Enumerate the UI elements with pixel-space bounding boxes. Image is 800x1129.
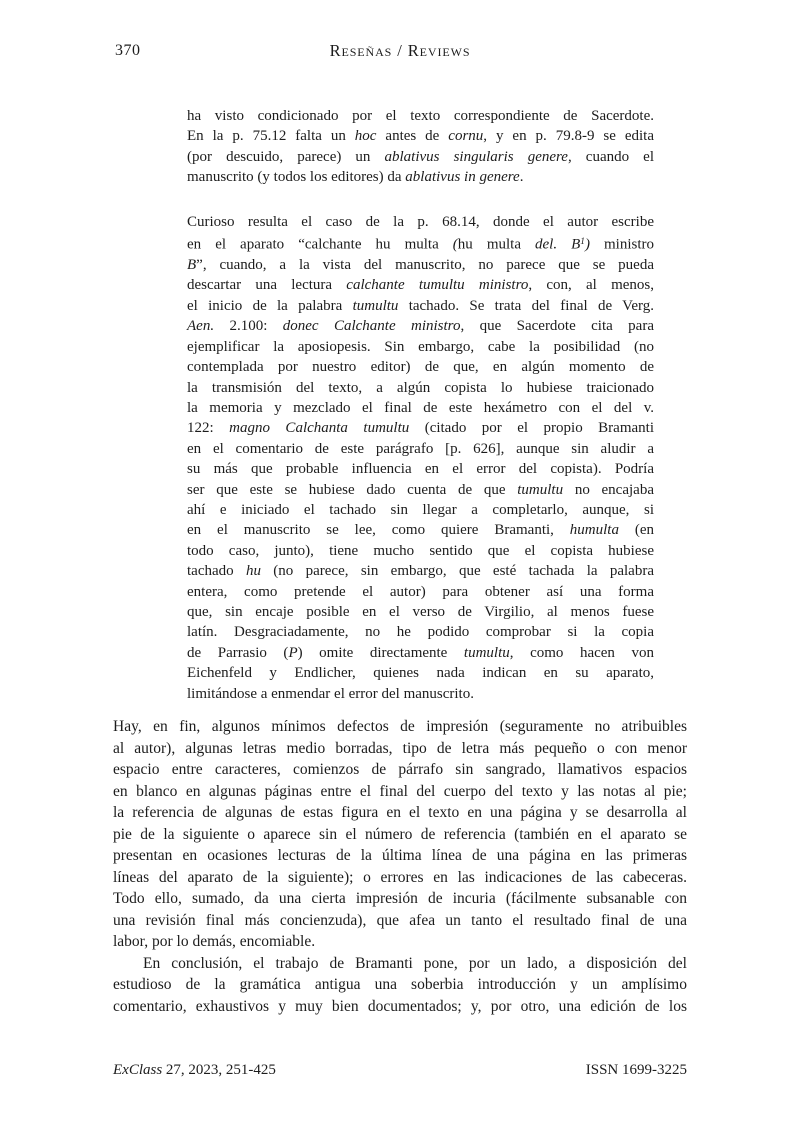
page-footer xyxy=(113,1062,687,1079)
text-line: Todo ello, sumado, da una cierta impresión de incuria (fácilmente subsanable con xyxy=(113,890,687,907)
text-line: limitándose a enmendar el error del manuscrito. xyxy=(187,685,474,702)
text-line: su más que probable influencia en el error del copista). Podría xyxy=(187,461,654,478)
text-line: la transmisión del texto, a algún copista lo hubiese traicionado xyxy=(187,379,654,396)
text-line: ser que este se hubiese dado cuenta de que tumultu no encajaba xyxy=(187,481,654,498)
page-number: 370 xyxy=(115,42,141,59)
body-paragraph-1 xyxy=(113,716,687,953)
running-title: Reseñas / Reviews xyxy=(329,41,471,60)
quote-paragraph-2 xyxy=(187,212,654,704)
text-line: Hay, en fin, algunos mínimos defectos de impresión (seguramente no atribuibles xyxy=(113,718,687,735)
text-line: presentan en ocasiones lecturas de la última línea de una página en las primeras xyxy=(113,847,687,864)
text-line: pie de la siguiente o aparece sin el número de referencia (también en el aparato se xyxy=(113,825,687,843)
journal-name: ExClass xyxy=(113,1062,163,1078)
body-paragraph-2 xyxy=(113,953,687,1018)
text-line: la memoria y mezclado el final de este hexámetro con el del v. xyxy=(187,399,654,416)
text-line: contemplada por nuestro editor) de que, en algún momento de xyxy=(187,359,654,376)
text-line: líneas del aparato de la siguiente); o errores en las indicaciones de las cabeceras. xyxy=(113,868,687,886)
text-line: en el manuscrito se lee, como quiere Bramanti, humulta (en xyxy=(187,522,655,539)
text-line: ha visto condicionado por el texto correspondiente de Sacerdote. xyxy=(187,108,654,124)
journal-issue: 27, 2023, 251-425 xyxy=(162,1062,276,1078)
text-line: B”, cuando, a la vista del manuscrito, no parece que se pueda xyxy=(187,257,654,274)
text-line: latín. Desgraciadamente, no he podido comprobar si la copia xyxy=(187,624,654,641)
text-line: entera, como pretende el autor) para obtener así una forma xyxy=(187,583,654,600)
text-line: todo caso, junto), tiene mucho sentido que el copista hubiese xyxy=(187,542,654,559)
text-line: 122: magno Calchanta tumultu (citado por el propio Bramanti xyxy=(187,420,654,437)
text-line: que, sin encaje posible en el verso de Virgilio, al menos fuese xyxy=(187,603,654,620)
text-line: manuscrito (y todos los editores) da ablativus in genere. xyxy=(187,169,524,186)
text-line: en el comentario de este parágrafo [p. 626], aunque sin aludir a xyxy=(187,440,654,457)
journal-reference xyxy=(113,1062,276,1079)
text-line: Aen. 2.100: donec Calchante ministro, que Sacerdote cita para xyxy=(187,318,654,335)
text-line: la referencia de algunas de estas figura en el texto en una página y se desarrolla al xyxy=(113,804,687,821)
text-line: estudioso de la gramática antigua una soberbia introducción y un amplísimo xyxy=(113,976,687,993)
text-line: Eichenfeld y Endlicher, quienes nada indican en su aparato, xyxy=(187,665,654,682)
text-line: ejemplificar la aposiopesis. Sin embargo, cabe la posibilidad (no xyxy=(187,338,654,355)
text-line: espacio entre caracteres, comienzos de párrafo sin sangrado, llamativos espacios xyxy=(113,761,687,778)
issn: ISSN 1699-3225 xyxy=(585,1062,687,1078)
text-line: ahí e iniciado el tachado sin llegar a completarlo, aunque, si xyxy=(187,501,654,518)
text-line: en blanco en algunas páginas entre el final del cuerpo del texto y las notas al pie; xyxy=(113,782,687,800)
text-line: el inicio de la palabra tumultu tachado. Se trata del final de Verg. xyxy=(187,297,654,314)
page-header xyxy=(113,41,687,63)
text-line: En la p. 75.12 falta un hoc antes de cornu, y en p. 79.8-9 se edita xyxy=(187,128,654,145)
block-quote xyxy=(187,106,654,704)
text-line: al autor), algunas letras medio borradas, tipo de letra más pequeño o con menor xyxy=(113,739,687,757)
body-text xyxy=(113,716,687,1017)
text-line: comentario, exhaustivos y muy bien documentados; y, por otro, una edición de los xyxy=(113,997,687,1015)
text-line: tachado hu (no parece, sin embargo, que esté tachada la palabra xyxy=(187,563,654,580)
text-line: una revisión final más concienzuda), que afea un tanto el resultado final de una xyxy=(113,911,687,929)
text-line: en el aparato “calchante hu multa (hu multa del. $B^1$) ministro xyxy=(187,236,654,253)
text-line: (por descuido, parece) un ablativus singularis genere, cuando el xyxy=(187,148,655,165)
text-line: labor, por lo demás, encomiable. xyxy=(113,933,316,950)
text-line: de Parrasio (P) omite directamente tumultu, como hacen von xyxy=(187,644,654,661)
text-line: En conclusión, el trabajo de Bramanti pone, por un lado, a disposición del xyxy=(143,954,687,972)
text-line: Curioso resulta el caso de la p. 68.14, donde el autor escribe xyxy=(187,213,654,230)
text-line: descartar una lectura calchante tumultu ministro, con, al menos, xyxy=(187,277,654,294)
quote-paragraph-1 xyxy=(187,106,654,188)
